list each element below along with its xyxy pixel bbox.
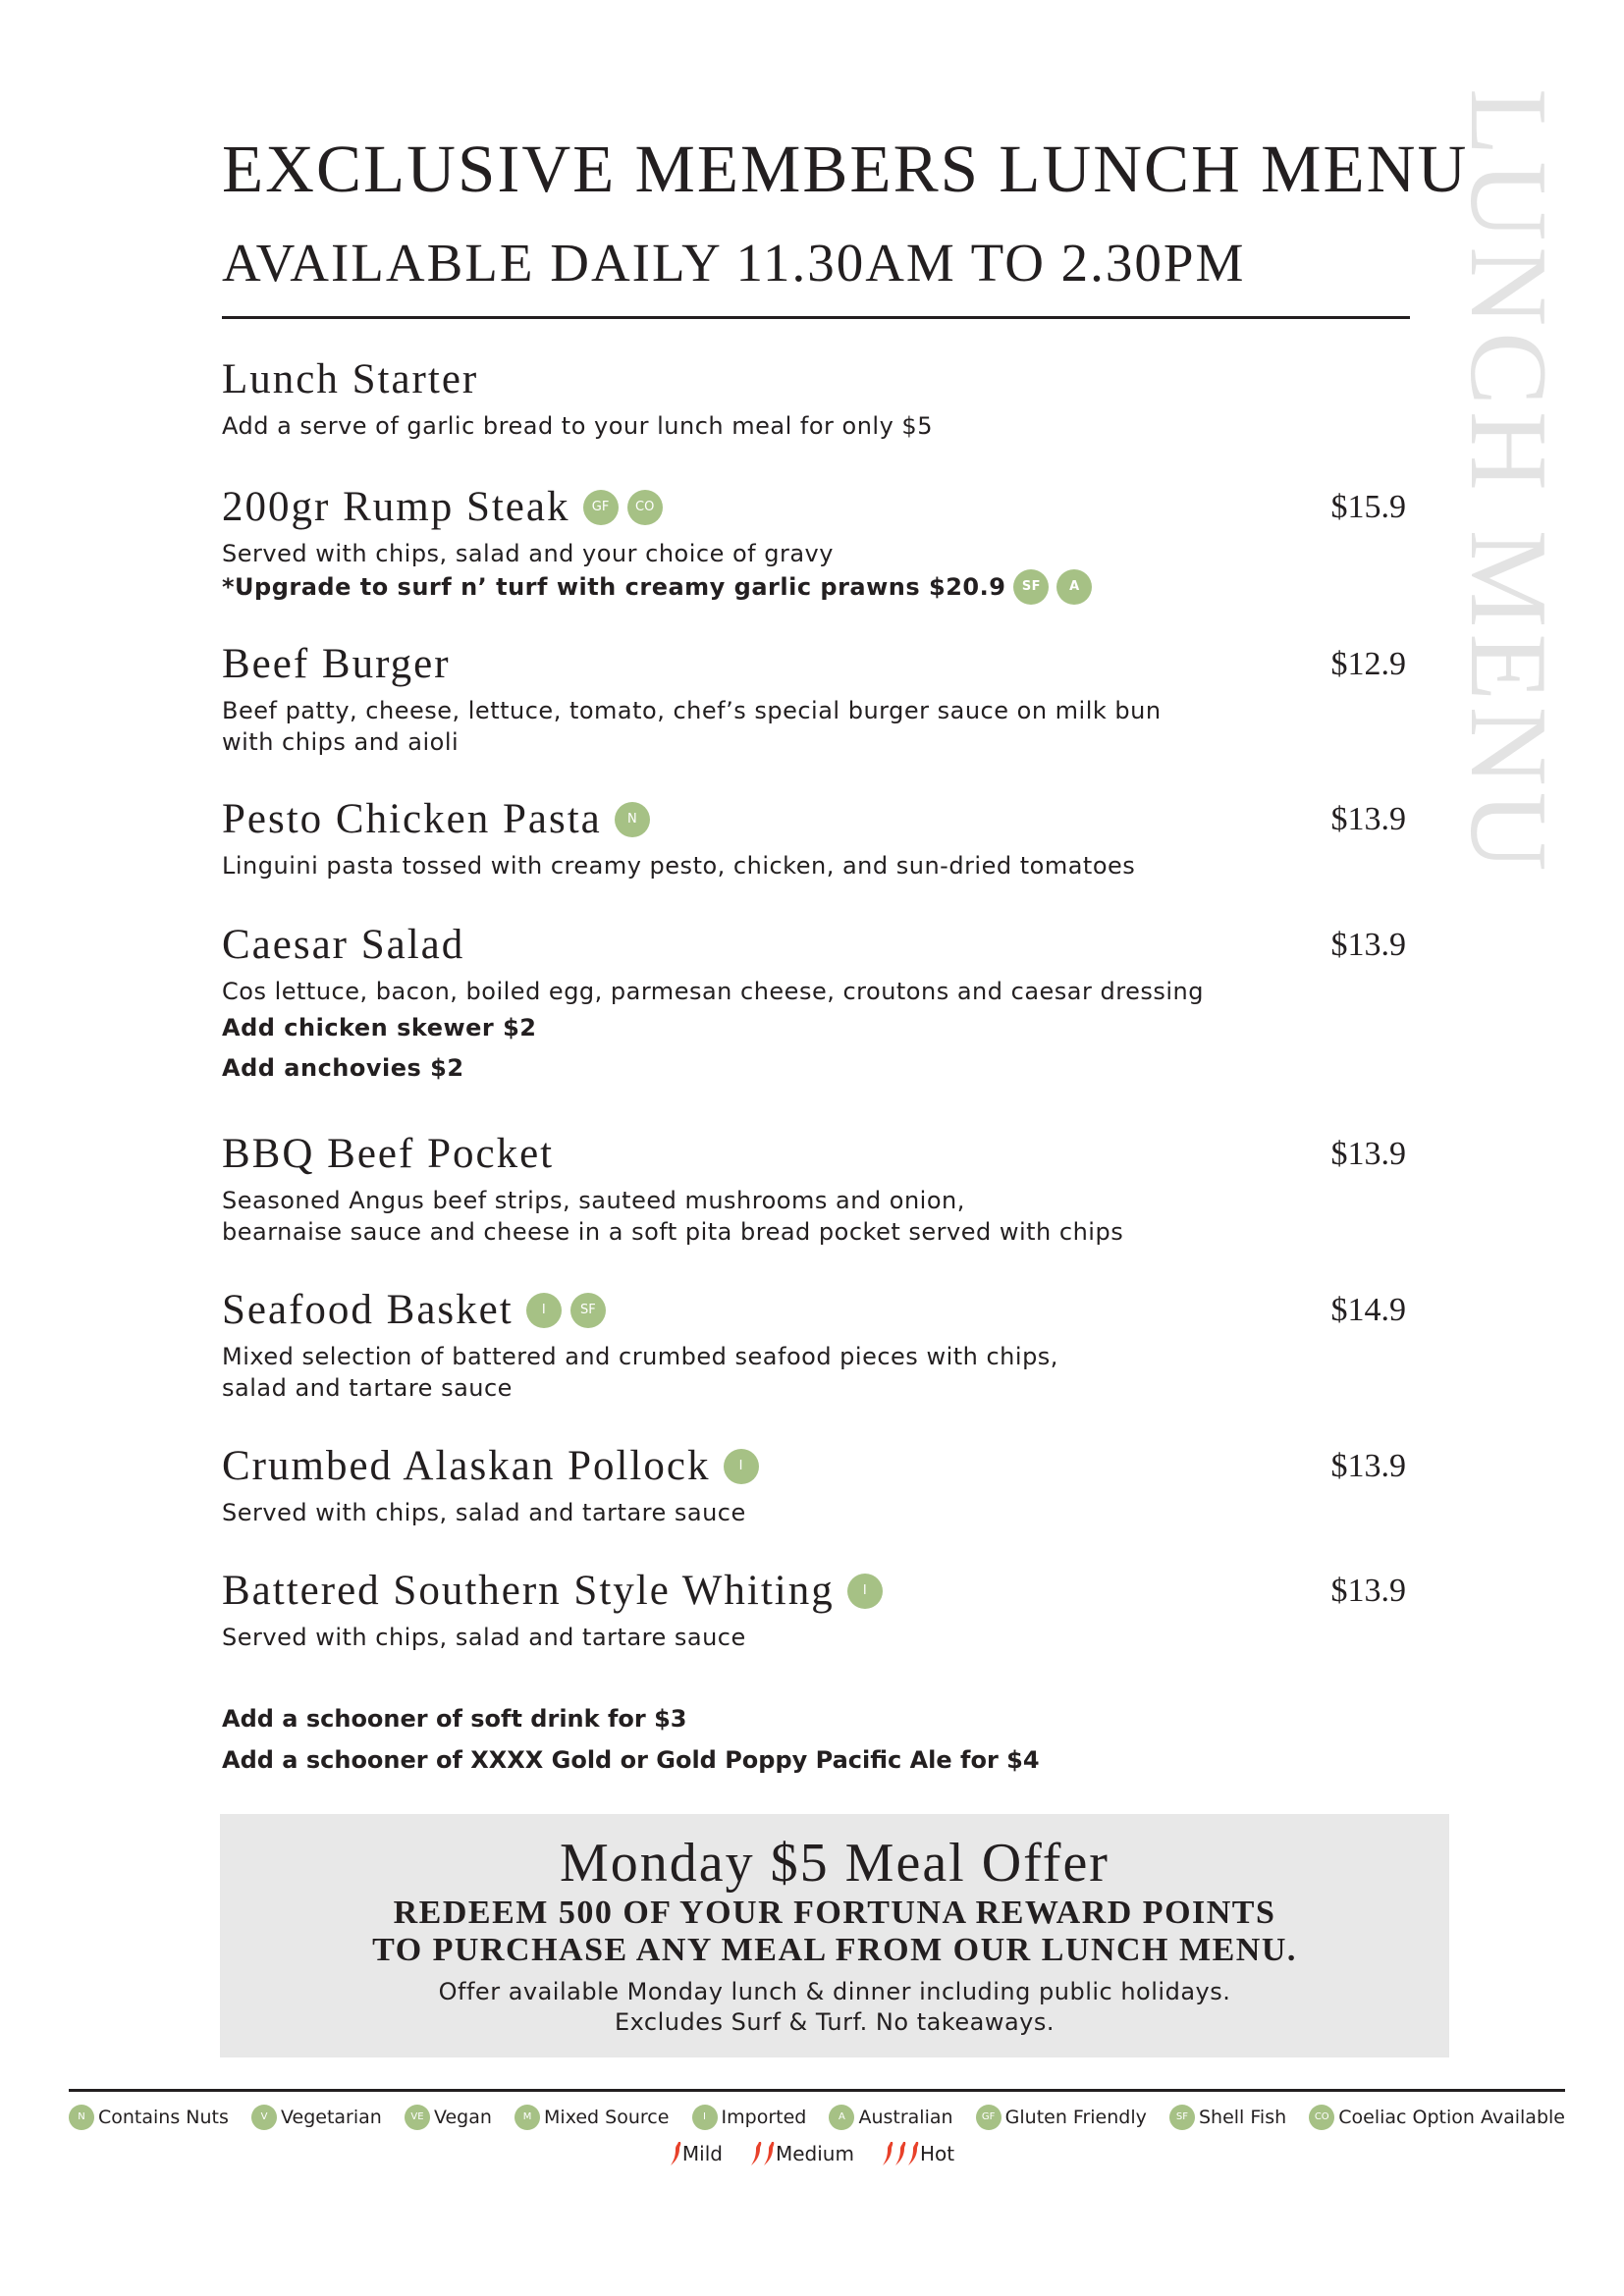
menu-item-lunch-starter xyxy=(222,353,1410,442)
menu-item-pesto-chicken-pasta xyxy=(222,793,1410,881)
item-name: 200gr Rump Steak xyxy=(222,484,570,530)
extra-soft-drink: Add a schooner of soft drink for $3 xyxy=(222,1705,687,1733)
legend-item-vegetarian xyxy=(251,2105,382,2130)
addon-anchovies: Add anchovies $2 xyxy=(222,1054,464,1082)
item-description: Add a serve of garlic bread to your lunch meal for only $5 xyxy=(222,412,933,440)
chili-pepper-icon xyxy=(750,2140,762,2167)
i-badge: I xyxy=(724,1449,759,1484)
chili-pepper-icon xyxy=(763,2140,775,2167)
n-badge: N xyxy=(69,2105,94,2130)
offer-note-2: Excludes Surf & Turf. No takeaways. xyxy=(614,2008,1055,2036)
sf-badge: SF xyxy=(1013,569,1049,605)
menu-item-caesar-salad xyxy=(222,919,1410,1088)
header-divider xyxy=(222,316,1410,319)
i-badge: I xyxy=(692,2105,718,2130)
item-price: $13.9 xyxy=(1330,1448,1406,1484)
legend-item-coeliac xyxy=(1309,2105,1565,2130)
chili-pepper-icon xyxy=(670,2140,681,2167)
spice-label: Mild xyxy=(681,2142,723,2165)
item-description: Served with chips, salad and tartare sauce xyxy=(222,1499,746,1526)
item-description: Cos lettuce, bacon, boiled egg, parmesan cheese, croutons and caesar dressing xyxy=(222,978,1204,1005)
v-badge: V xyxy=(251,2105,277,2130)
gf-badge: GF xyxy=(583,490,619,525)
item-description: Served with chips, salad and your choice of gravy xyxy=(222,540,834,567)
gf-badge: GF xyxy=(976,2105,1001,2130)
menu-item-bbq-beef-pocket xyxy=(222,1128,1410,1248)
item-name: Caesar Salad xyxy=(222,922,465,968)
legend-label: Coeliac Option Available xyxy=(1338,2107,1565,2128)
item-price: $13.9 xyxy=(1330,1136,1406,1172)
item-name: Pesto Chicken Pasta xyxy=(222,796,602,842)
sf-badge: SF xyxy=(570,1293,606,1328)
chili-pepper-icon xyxy=(894,2140,906,2167)
legend-label: Vegetarian xyxy=(281,2107,382,2128)
side-label-text: LUNCH MENU xyxy=(1447,88,1569,878)
m-badge: M xyxy=(514,2105,540,2130)
item-description: Beef patty, cheese, lettuce, tomato, chef’s special burger sauce on milk bun xyxy=(222,697,1162,724)
legend-label: Australian xyxy=(858,2107,953,2128)
upgrade-note xyxy=(222,569,1253,605)
item-price: $13.9 xyxy=(1330,1573,1406,1609)
legend-item-mixed-source xyxy=(514,2105,669,2130)
spice-medium xyxy=(750,2140,854,2167)
dietary-legend xyxy=(69,2105,1565,2130)
spice-label: Medium xyxy=(775,2142,854,2165)
legend-divider xyxy=(69,2089,1565,2092)
side-label xyxy=(1447,88,1569,1217)
item-price: $14.9 xyxy=(1330,1292,1406,1328)
spice-mild xyxy=(670,2140,723,2167)
item-description: bearnaise sauce and cheese in a soft pita bread pocket served with chips xyxy=(222,1218,1124,1246)
ve-badge: VE xyxy=(405,2105,430,2130)
item-name: BBQ Beef Pocket xyxy=(222,1131,555,1177)
offer-line-2: TO PURCHASE ANY MEAL FROM OUR LUNCH MENU. xyxy=(372,1932,1297,1968)
item-description: with chips and aioli xyxy=(222,728,460,756)
item-description: salad and tartare sauce xyxy=(222,1374,513,1402)
item-name: Seafood Basket xyxy=(222,1287,514,1333)
spice-legend xyxy=(0,2140,1624,2167)
addon-chicken-skewer: Add chicken skewer $2 xyxy=(222,1014,537,1041)
item-price: $12.9 xyxy=(1330,646,1406,682)
monday-offer-box xyxy=(220,1814,1449,2057)
menu-item-battered-southern-style-whiting xyxy=(222,1565,1410,1653)
legend-label: Shell Fish xyxy=(1198,2107,1287,2128)
drink-extras xyxy=(222,1698,1040,1781)
item-description: Mixed selection of battered and crumbed seafood pieces with chips, xyxy=(222,1343,1058,1370)
upgrade-text: *Upgrade to surf n’ turf with creamy garlic prawns $20.9 xyxy=(222,573,1006,601)
a-badge: A xyxy=(1056,569,1092,605)
offer-title: Monday $5 Meal Offer xyxy=(560,1833,1110,1894)
item-name: Beef Burger xyxy=(222,641,451,687)
legend-label: Contains Nuts xyxy=(98,2107,229,2128)
co-badge: CO xyxy=(627,490,663,525)
legend-item-shell-fish xyxy=(1169,2105,1286,2130)
co-badge: CO xyxy=(1309,2105,1334,2130)
legend-item-nuts xyxy=(69,2105,229,2130)
legend-label: Vegan xyxy=(433,2107,492,2128)
chili-pepper-icon xyxy=(882,2140,893,2167)
legend-label: Mixed Source xyxy=(544,2107,670,2128)
item-price: $15.9 xyxy=(1330,489,1406,525)
legend-label: Imported xyxy=(721,2107,807,2128)
spice-label: Hot xyxy=(919,2142,955,2165)
legend-item-vegan xyxy=(405,2105,492,2130)
extra-beer: Add a schooner of XXXX Gold or Gold Poppy Pacific Ale for $4 xyxy=(222,1746,1040,1774)
i-badge: I xyxy=(526,1293,562,1328)
legend-item-gluten-friendly xyxy=(976,2105,1147,2130)
item-name: Lunch Starter xyxy=(222,356,479,402)
menu-item-seafood-basket xyxy=(222,1284,1410,1404)
menu-subtitle: AVAILABLE DAILY 11.30AM TO 2.30PM xyxy=(222,233,1246,293)
menu-title: EXCLUSIVE MEMBERS LUNCH MENU xyxy=(222,132,1469,206)
legend-label: Gluten Friendly xyxy=(1004,2107,1147,2128)
offer-note-1: Offer available Monday lunch & dinner including public holidays. xyxy=(438,1978,1231,2005)
legend-item-australian xyxy=(829,2105,952,2130)
menu-item-crumbed-alaskan-pollock xyxy=(222,1440,1410,1528)
item-name: Crumbed Alaskan Pollock xyxy=(222,1443,711,1489)
item-price: $13.9 xyxy=(1330,801,1406,837)
menu-item-rump-steak xyxy=(222,481,1410,605)
legend-item-imported xyxy=(692,2105,807,2130)
item-name: Battered Southern Style Whiting xyxy=(222,1568,835,1614)
i-badge: I xyxy=(847,1574,883,1609)
offer-line-1: REDEEM 500 OF YOUR FORTUNA REWARD POINTS xyxy=(393,1895,1276,1931)
menu-item-beef-burger xyxy=(222,638,1410,758)
item-description: Served with chips, salad and tartare sauce xyxy=(222,1624,746,1651)
a-badge: A xyxy=(829,2105,854,2130)
spice-hot xyxy=(882,2140,954,2167)
item-description: Linguini pasta tossed with creamy pesto, chicken, and sun-dried tomatoes xyxy=(222,852,1136,880)
chili-pepper-icon xyxy=(907,2140,919,2167)
n-badge: N xyxy=(615,802,650,837)
sf-badge: SF xyxy=(1169,2105,1195,2130)
item-price: $13.9 xyxy=(1330,927,1406,963)
item-description: Seasoned Angus beef strips, sauteed mushrooms and onion, xyxy=(222,1187,965,1214)
